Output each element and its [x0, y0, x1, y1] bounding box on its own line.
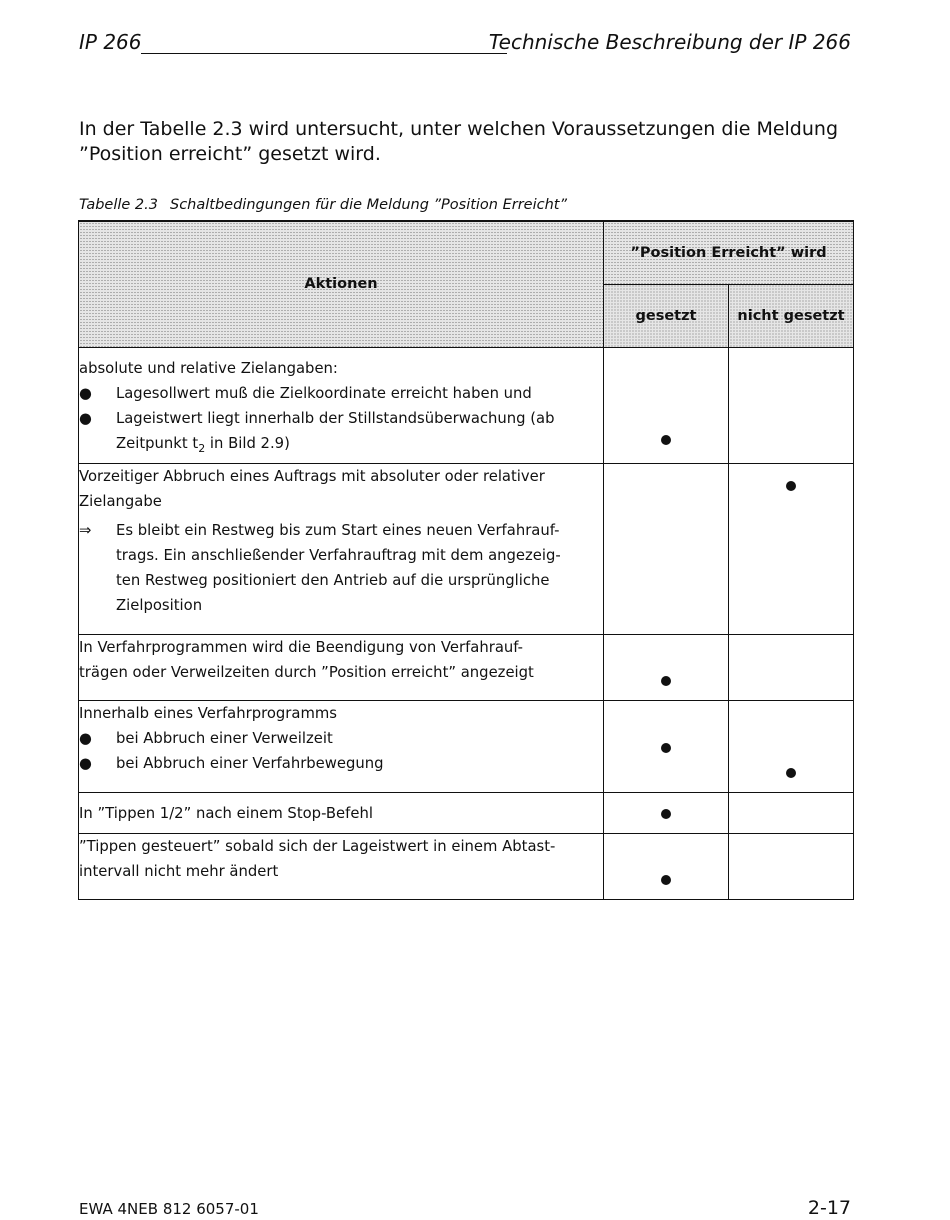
continuation-text: in Bild 2.9)	[205, 434, 290, 452]
action-cell	[79, 792, 604, 833]
caption-number: Tabelle 2.3	[79, 197, 158, 213]
bullet-icon: ●	[79, 729, 92, 747]
not-set-cell	[729, 463, 854, 634]
header-left: IP 266	[79, 30, 142, 54]
table-row	[79, 792, 854, 833]
row-lead: Innerhalb eines Verfahrprogramms	[79, 704, 337, 722]
set-cell	[604, 463, 729, 634]
table-row	[79, 833, 854, 899]
intro-paragraph: In der Tabelle 2.3 wird untersucht, unter welchen Voraussetzungen die Meldung ”Position erreicht” gesetzt wird.	[79, 118, 839, 165]
set-cell	[604, 833, 729, 899]
list-item	[79, 518, 603, 618]
list-item-continuation	[79, 431, 603, 461]
row-lead: Vorzeitiger Abbruch eines Auftrags mit absoluter oder relativer Zielangabe	[79, 467, 545, 510]
header-set: gesetzt	[604, 284, 729, 347]
header-actions: Aktionen	[79, 221, 604, 347]
list-item	[79, 406, 603, 431]
not-set-marker	[786, 768, 796, 778]
arrow-text: Es bleibt ein Restweg bis zum Start eines neuen Verfahrauf-trags. Ein anschließender Verfahrauftrag mit dem angezeig-ten Restweg positioniert den Antrieb auf die ursprüngliche Zielposition	[116, 521, 561, 614]
footer-doc-number: EWA 4NEB 812 6057-01	[79, 1200, 259, 1218]
table-row	[79, 463, 854, 634]
continuation-text: Zeitpunkt t	[116, 434, 199, 452]
set-cell	[604, 700, 729, 792]
table-row	[79, 634, 854, 700]
action-cell	[79, 463, 604, 634]
bullet-text: bei Abbruch einer Verfahrbewegung	[116, 754, 384, 772]
page-header	[79, 28, 851, 56]
header-right: Technische Beschreibung der IP 266	[488, 30, 851, 54]
page-number: 2-17	[807, 1197, 851, 1219]
list-item	[79, 726, 603, 751]
row-lead: In ”Tippen 1/2” nach einem Stop-Befehl	[79, 804, 373, 822]
conditions-table	[78, 220, 854, 900]
not-set-cell	[729, 347, 854, 463]
not-set-cell	[729, 833, 854, 899]
table-row	[79, 700, 854, 792]
set-marker	[661, 676, 671, 686]
table-caption	[79, 195, 567, 215]
row-lead: ”Tippen gesteuert” sobald sich der Lageistwert in einem Abtast-intervall nicht mehr ändert	[79, 837, 556, 880]
header-not-set: nicht gesetzt	[729, 284, 854, 347]
header-rule	[141, 53, 507, 54]
action-cell	[79, 700, 604, 792]
set-marker	[661, 809, 671, 819]
caption-title: Schaltbedingungen für die Meldung ”Position Erreicht”	[170, 197, 567, 213]
not-set-cell	[729, 634, 854, 700]
bullet-icon: ●	[79, 409, 92, 427]
not-set-cell	[729, 700, 854, 792]
bullet-text: Lageistwert liegt innerhalb der Stillstandsüberwachung (ab	[116, 409, 555, 427]
set-marker	[661, 875, 671, 885]
not-set-cell	[729, 792, 854, 833]
list-item	[79, 381, 603, 406]
action-cell	[79, 347, 604, 463]
set-cell	[604, 792, 729, 833]
set-cell	[604, 347, 729, 463]
header-position-reached: ”Position Erreicht” wird	[604, 221, 854, 284]
bullet-text: bei Abbruch einer Verweilzeit	[116, 729, 333, 747]
subscript: 2	[198, 441, 206, 455]
list-item	[79, 751, 603, 776]
table-row	[79, 347, 854, 463]
bullet-icon: ●	[79, 754, 92, 772]
set-marker	[661, 743, 671, 753]
bullet-text: Lagesollwert muß die Zielkoordinate erreicht haben und	[116, 384, 532, 402]
implies-arrow-icon: ⇒	[79, 521, 92, 539]
set-cell	[604, 634, 729, 700]
bullet-icon: ●	[79, 384, 92, 402]
row-lead: In Verfahrprogrammen wird die Beendigung von Verfahrauf-trägen oder Verweilzeiten durch ”Position erreicht” angezeigt	[79, 638, 534, 681]
set-marker	[661, 435, 671, 445]
action-cell	[79, 634, 604, 700]
row-lead: absolute und relative Zielangaben:	[79, 359, 338, 377]
action-cell	[79, 833, 604, 899]
not-set-marker	[786, 481, 796, 491]
